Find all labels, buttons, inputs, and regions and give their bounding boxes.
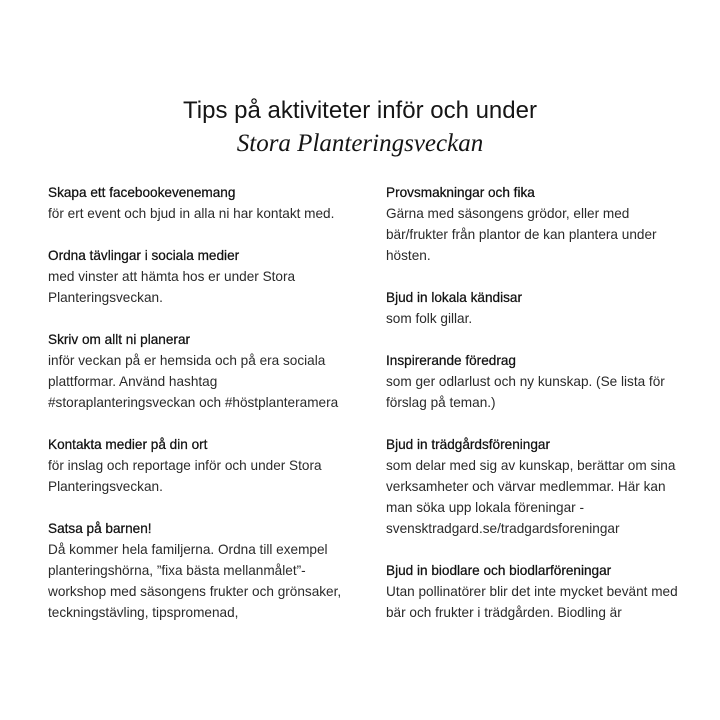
tip-section bbox=[48, 245, 358, 308]
tip-section bbox=[386, 350, 686, 413]
tip-body: Utan pollinatörer blir det inte mycket bevänt med bär och frukter i trädgården. Biodling är bbox=[386, 584, 678, 620]
tips-content bbox=[0, 182, 720, 630]
tip-title: Bjud in lokala kändisar bbox=[386, 290, 523, 305]
tip-body: Då kommer hela familjerna. Ordna till exempel planteringshörna, ”fixa bästa mellanmålet”-workshop med säsongens frukter och grönsaker, teckningstävling, tipspromenad, bbox=[48, 542, 342, 620]
tip-body: för ert event och bjud in alla ni har kontakt med. bbox=[48, 206, 335, 221]
tip-title: Satsa på barnen! bbox=[48, 521, 152, 536]
tip-title: Provsmakningar och fika bbox=[386, 185, 535, 200]
tip-section bbox=[48, 518, 358, 623]
heading-line-1: Tips på aktiviteter inför och under bbox=[183, 97, 537, 124]
tip-title: Bjud in trädgårdsföreningar bbox=[386, 437, 550, 452]
tip-section bbox=[48, 329, 358, 413]
tip-body: för inslag och reportage inför och under Stora Planteringsveckan. bbox=[48, 458, 322, 494]
tip-body: Gärna med säsongens grödor, eller med bär/frukter från plantor de kan plantera under hösten. bbox=[386, 206, 657, 263]
tip-section bbox=[386, 182, 686, 266]
right-column bbox=[386, 182, 686, 630]
tip-title: Inspirerande föredrag bbox=[386, 353, 516, 368]
tip-title: Kontakta medier på din ort bbox=[48, 437, 208, 452]
tip-body: som folk gillar. bbox=[386, 311, 473, 326]
tip-title: Skapa ett facebookevenemang bbox=[48, 185, 236, 200]
tip-title: Bjud in biodlare och biodlarföreningar bbox=[386, 563, 612, 578]
tip-body: som ger odlarlust och ny kunskap. (Se lista för förslag på teman.) bbox=[386, 374, 665, 410]
tip-section bbox=[386, 560, 686, 623]
left-column bbox=[48, 182, 358, 630]
tip-body: inför veckan på er hemsida och på era sociala plattformar. Använd hashtag #storaplanteringsveckan och #höstplanteramera bbox=[48, 353, 339, 410]
tip-title: Skriv om allt ni planerar bbox=[48, 332, 191, 347]
tip-body: med vinster att hämta hos er under Stora Planteringsveckan. bbox=[48, 269, 296, 305]
tip-section bbox=[386, 434, 686, 539]
heading-line-2: Stora Planteringsveckan bbox=[236, 130, 484, 157]
tip-section bbox=[48, 434, 358, 497]
tip-section bbox=[48, 182, 358, 224]
tip-section bbox=[386, 287, 686, 329]
page-heading bbox=[0, 96, 720, 159]
tip-title: Ordna tävlingar i sociala medier bbox=[48, 248, 240, 263]
tip-body: som delar med sig av kunskap, berättar om sina verksamheter och värvar medlemmar. Här kan man söka upp lokala föreningar - svensktradgard.se/tradgardsforeningar bbox=[386, 458, 676, 536]
